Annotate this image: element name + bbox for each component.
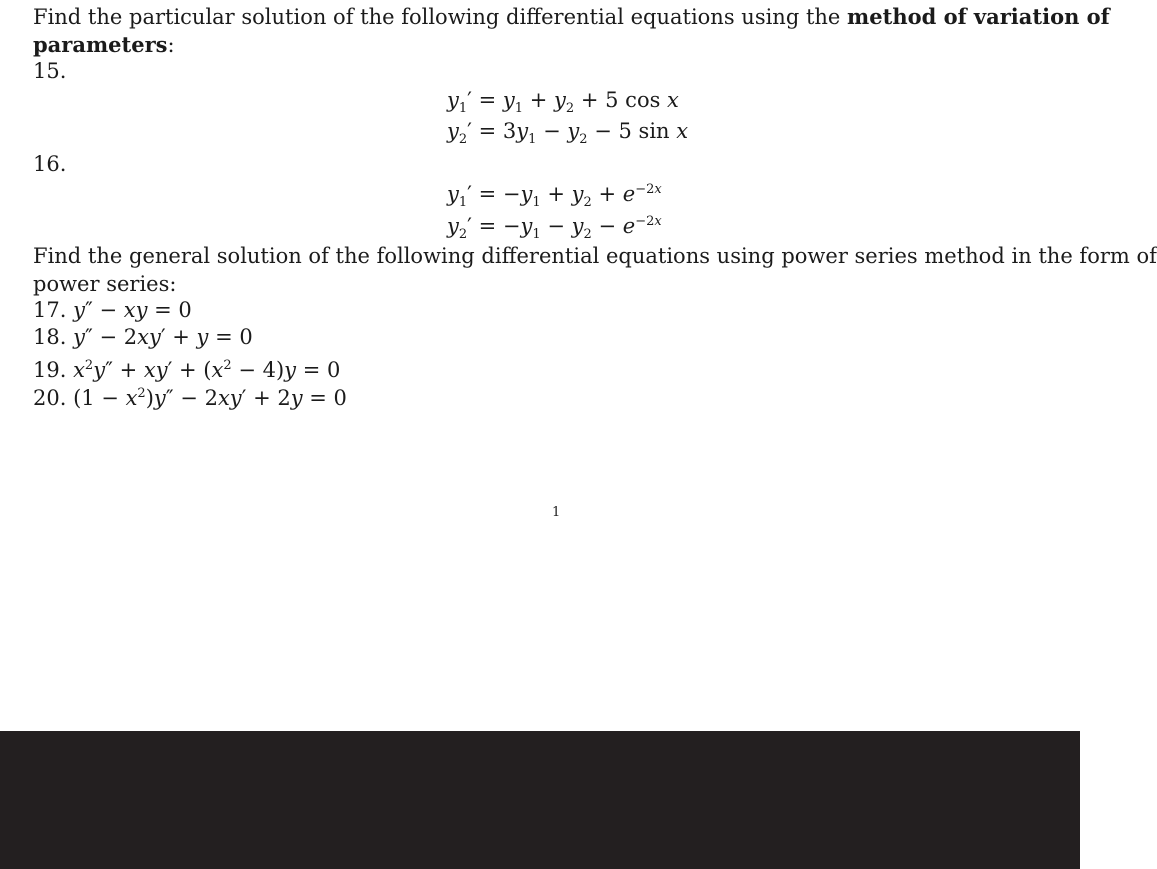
section1-intro-line2 [33,31,1113,59]
problem-15-equation-2: $y_2' = 3y_1 - y_2 - 5$ sin x [447,119,689,148]
section2-intro-line1: Find the general solution of the following differential equations using power series method in the form of [33,244,1157,268]
section1-intro-bold: method of variation of [847,4,1110,29]
problem-15-number: 15. [33,59,67,83]
problem-16-equation-1: $y_1' = -y_1 + y_2 + e^{-2x}$ [447,182,662,211]
section1-intro-line1 [33,3,1113,31]
problem-16-number: 16. [33,152,67,176]
problem-18: 18. y″ − 2xy′ + y = 0 [33,325,253,349]
problem-19: 19. $x^2y'' + xy' + (x^2 - 4)y = 0$ [33,358,341,382]
section1-intro-text: Find the particular solution of the following differential equations using the [33,5,848,29]
footer-bar [0,731,1080,869]
section1-intro-bold-2: parameters [33,32,168,57]
problem-17: 17. y″ − xy = 0 [33,298,192,322]
section2-intro-line2: power series: [33,272,177,296]
page-number: 1 [552,505,561,520]
problem-20: 20. $(1 - x^2)y'' - 2xy' + 2y = 0$ [33,386,347,410]
problem-16-equation-2: $y_2' = -y_1 - y_2 - e^{-2x}$ [447,214,662,243]
problem-15-equation-1: $y_1' = y_1 + y_2 + 5$ cos x [447,88,679,117]
section1-intro-colon: : [167,33,175,57]
